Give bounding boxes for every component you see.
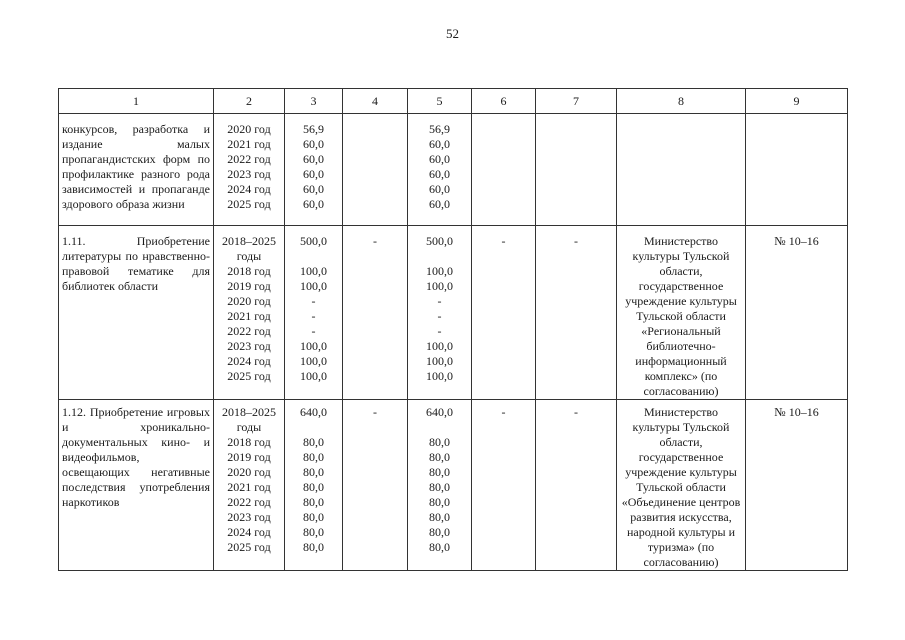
cell-line: 80,0 <box>429 510 450 524</box>
cell-line: - <box>311 324 316 338</box>
cell-line: 80,0 <box>429 525 450 539</box>
cell-line: 100,0 <box>426 279 453 293</box>
table-cell <box>214 400 285 571</box>
table-cell <box>536 114 617 226</box>
cell-line: 56,9 <box>429 122 450 136</box>
cell-line: 60,0 <box>429 152 450 166</box>
cell-line: 80,0 <box>429 495 450 509</box>
table-cell: - <box>472 400 536 571</box>
header-row <box>59 89 848 114</box>
table-cell: - <box>343 400 408 571</box>
cell-line: 2021 год <box>227 480 271 494</box>
cell-line: 100,0 <box>300 354 327 368</box>
cell-line: 500,0 <box>300 234 327 248</box>
cell-line: 60,0 <box>429 167 450 181</box>
table-cell: - <box>536 400 617 571</box>
cell-line: 60,0 <box>429 137 450 151</box>
cell-line: 2025 год <box>227 369 271 383</box>
table-cell: № 10–16 <box>746 400 848 571</box>
table-cell <box>285 114 343 226</box>
table-cell <box>285 400 343 571</box>
header-cell: 4 <box>343 89 408 114</box>
table-cell <box>408 226 472 400</box>
cell-line: 80,0 <box>303 480 324 494</box>
cell-line: 100,0 <box>300 339 327 353</box>
table-row <box>59 226 848 400</box>
cell-line: 80,0 <box>429 450 450 464</box>
cell-line: 2019 год <box>227 279 271 293</box>
cell-line: 2018–2025 <box>222 405 276 419</box>
cell-line: 100,0 <box>426 354 453 368</box>
cell-line: 2024 год <box>227 182 271 196</box>
cell-line <box>288 249 339 264</box>
cell-line <box>411 420 468 435</box>
cell-line: 2022 год <box>227 152 271 166</box>
table-cell <box>343 114 408 226</box>
header-cell: 3 <box>285 89 343 114</box>
cell-line <box>288 420 339 435</box>
cell-line: 2024 год <box>227 354 271 368</box>
cell-line: 2018–2025 <box>222 234 276 248</box>
cell-line: 100,0 <box>426 264 453 278</box>
cell-line: 60,0 <box>303 182 324 196</box>
cell-line: 2023 год <box>227 339 271 353</box>
cell-line: 2019 год <box>227 450 271 464</box>
table-cell: - <box>472 226 536 400</box>
cell-line: 2024 год <box>227 525 271 539</box>
table-cell: № 10–16 <box>746 226 848 400</box>
header-cell: 7 <box>536 89 617 114</box>
table-cell: 1.11. Приобретение литературы по нравственно-правовой тематике для библиотек области <box>59 226 214 400</box>
cell-line: 2025 год <box>227 197 271 211</box>
cell-line: - <box>437 324 442 338</box>
cell-line: 60,0 <box>303 137 324 151</box>
cell-line: 80,0 <box>303 525 324 539</box>
cell-line: 80,0 <box>303 495 324 509</box>
cell-line: 60,0 <box>303 152 324 166</box>
cell-line: 100,0 <box>300 279 327 293</box>
cell-line: - <box>311 294 316 308</box>
cell-line: 80,0 <box>303 450 324 464</box>
cell-line: 60,0 <box>429 197 450 211</box>
cell-line: 80,0 <box>303 435 324 449</box>
header-cell: 6 <box>472 89 536 114</box>
header-cell: 9 <box>746 89 848 114</box>
cell-line: 2018 год <box>227 435 271 449</box>
cell-line: 60,0 <box>303 167 324 181</box>
cell-line: - <box>437 294 442 308</box>
cell-line: 640,0 <box>300 405 327 419</box>
cell-line: 2023 год <box>227 167 271 181</box>
cell-line: - <box>311 309 316 323</box>
table-cell: Министерство культуры Тульской области, государственное учреждение культуры Тульской области «Объединение центров развития искусства, народной культуры и туризма» (по согласованию) <box>617 400 746 571</box>
cell-line: 2021 год <box>227 309 271 323</box>
cell-line: 2025 год <box>227 540 271 554</box>
program-table <box>58 88 848 571</box>
header-cell: 1 <box>59 89 214 114</box>
table-cell: Министерство культуры Тульской области, государственное учреждение культуры Тульской области «Региональный библиотечно-информационный комплекс» (по согласованию) <box>617 226 746 400</box>
cell-line: 2023 год <box>227 510 271 524</box>
cell-line: 2020 год <box>227 122 271 136</box>
table-cell: - <box>536 226 617 400</box>
table-cell <box>472 114 536 226</box>
cell-line: 80,0 <box>429 540 450 554</box>
table-row <box>59 114 848 226</box>
cell-line: 56,9 <box>303 122 324 136</box>
table-cell <box>214 114 285 226</box>
table-cell: 1.12. Приобретение игровых и хроникально-документальных кино- и видеофильмов, освещающих негативные последствия употребления наркотиков <box>59 400 214 571</box>
cell-line: 80,0 <box>303 540 324 554</box>
cell-line: 2021 год <box>227 137 271 151</box>
table-cell: - <box>343 226 408 400</box>
cell-line: 60,0 <box>429 182 450 196</box>
table-cell <box>617 114 746 226</box>
table-row <box>59 400 848 571</box>
cell-line: 100,0 <box>426 369 453 383</box>
cell-line: 2022 год <box>227 324 271 338</box>
cell-line: 80,0 <box>303 465 324 479</box>
table-cell <box>408 114 472 226</box>
cell-line: 80,0 <box>429 435 450 449</box>
header-cell: 8 <box>617 89 746 114</box>
cell-line: 2020 год <box>227 465 271 479</box>
table-cell <box>285 226 343 400</box>
cell-line: 60,0 <box>303 197 324 211</box>
table-cell <box>746 114 848 226</box>
cell-line: 2022 год <box>227 495 271 509</box>
cell-line <box>411 249 468 264</box>
cell-line: 2018 год <box>227 264 271 278</box>
table-cell <box>408 400 472 571</box>
cell-line: 80,0 <box>303 510 324 524</box>
cell-line: годы <box>236 249 262 263</box>
page-number: 52 <box>446 26 459 41</box>
cell-line: 100,0 <box>426 339 453 353</box>
table-cell: конкурсов, разработка и издание малых пропагандистских форм по профилактике разного рода зависимостей и пропаганде здорового образа жизни <box>59 114 214 226</box>
header-cell: 5 <box>408 89 472 114</box>
cell-line: - <box>437 309 442 323</box>
cell-line: 640,0 <box>426 405 453 419</box>
cell-line: 80,0 <box>429 465 450 479</box>
cell-line: 100,0 <box>300 369 327 383</box>
cell-line: 100,0 <box>300 264 327 278</box>
cell-line: годы <box>236 420 262 434</box>
cell-line: 500,0 <box>426 234 453 248</box>
cell-line: 80,0 <box>429 480 450 494</box>
header-cell: 2 <box>214 89 285 114</box>
table-cell <box>214 226 285 400</box>
cell-line: 2020 год <box>227 294 271 308</box>
